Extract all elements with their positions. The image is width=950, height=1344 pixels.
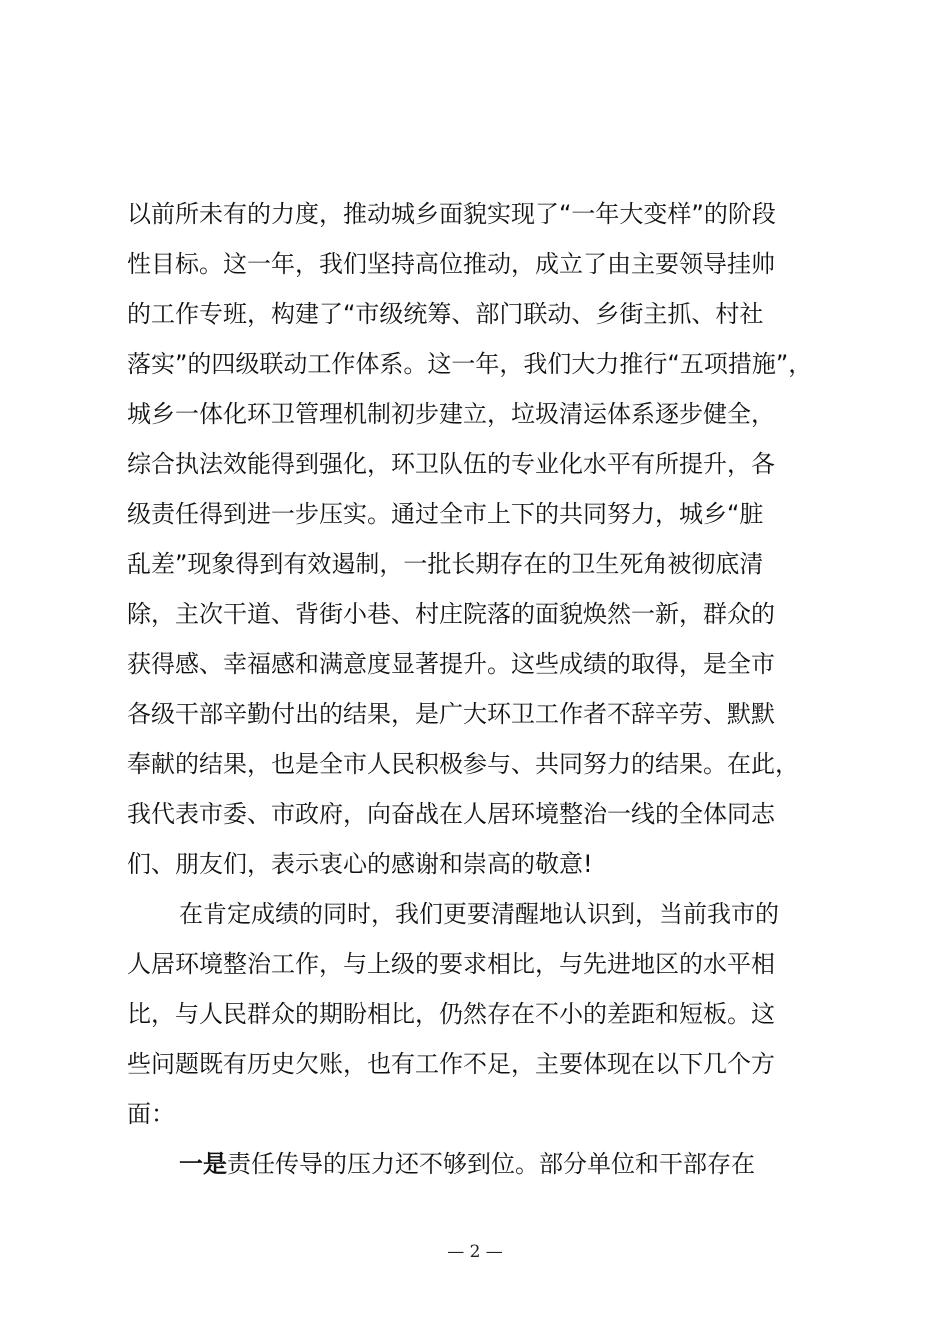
text-line: 人居环境整治工作，与上级的要求相比，与先进地区的水平相 <box>127 950 775 978</box>
text-line: 乱差”现象得到有效遏制，一批长期存在的卫生死角被彻底清 <box>127 550 764 578</box>
text-line: 面： <box>127 1100 175 1128</box>
text-line: 落实”的四级联动工作体系。这一年，我们大力推行“五项措施”， <box>127 350 813 378</box>
text-line: 综合执法效能得到强化，环卫队伍的专业化水平有所提升，各 <box>127 450 775 478</box>
text-line: 各级干部辛勤付出的结果，是广大环卫工作者不辞辛劳、默默 <box>127 700 775 728</box>
text-line <box>127 1139 827 1189</box>
text-line: 比，与人民群众的期盼相比，仍然存在不小的差距和短板。这 <box>127 1000 775 1028</box>
text-line: 以前所未有的力度，推动城乡面貌实现了“一年大变样”的阶段 <box>127 200 776 228</box>
text-line: 些问题既有历史欠账，也有工作不足，主要体现在以下几个方 <box>127 1050 775 1078</box>
text-line: 级责任得到进一步压实。通过全市上下的共同努力，城乡“脏 <box>127 500 764 528</box>
text-line: 除，主次干道、背街小巷、村庄院落的面貌焕然一新，群众的 <box>127 600 775 628</box>
text-line: 们、朋友们，表示衷心的感谢和崇高的敬意! <box>127 850 593 878</box>
text-line: 奉献的结果，也是全市人民积极参与、共同努力的结果。在此， <box>127 750 799 778</box>
bold-lead-text: 一是 <box>179 1150 227 1178</box>
body-text <box>127 189 827 1189</box>
text-line: 获得感、幸福感和满意度显著提升。这些成绩的取得，是全市 <box>127 650 775 678</box>
text-line: 性目标。这一年，我们坚持高位推动，成立了由主要领导挂帅 <box>127 250 775 278</box>
text-line: 城乡一体化环卫管理机制初步建立，垃圾清运体系逐步健全， <box>127 400 775 428</box>
text-line: 我代表市委、市政府，向奋战在人居环境整治一线的全体同志 <box>127 800 775 828</box>
text-line-rest: 责任传导的压力还不够到位。部分单位和干部存在 <box>227 1150 755 1178</box>
text-line: 在肯定成绩的同时，我们更要清醒地认识到，当前我市的 <box>179 900 779 928</box>
page-number: — 2 — <box>447 1242 503 1262</box>
text-line: 的工作专班，构建了“市级统筹、部门联动、乡街主抓、村社 <box>127 300 764 328</box>
